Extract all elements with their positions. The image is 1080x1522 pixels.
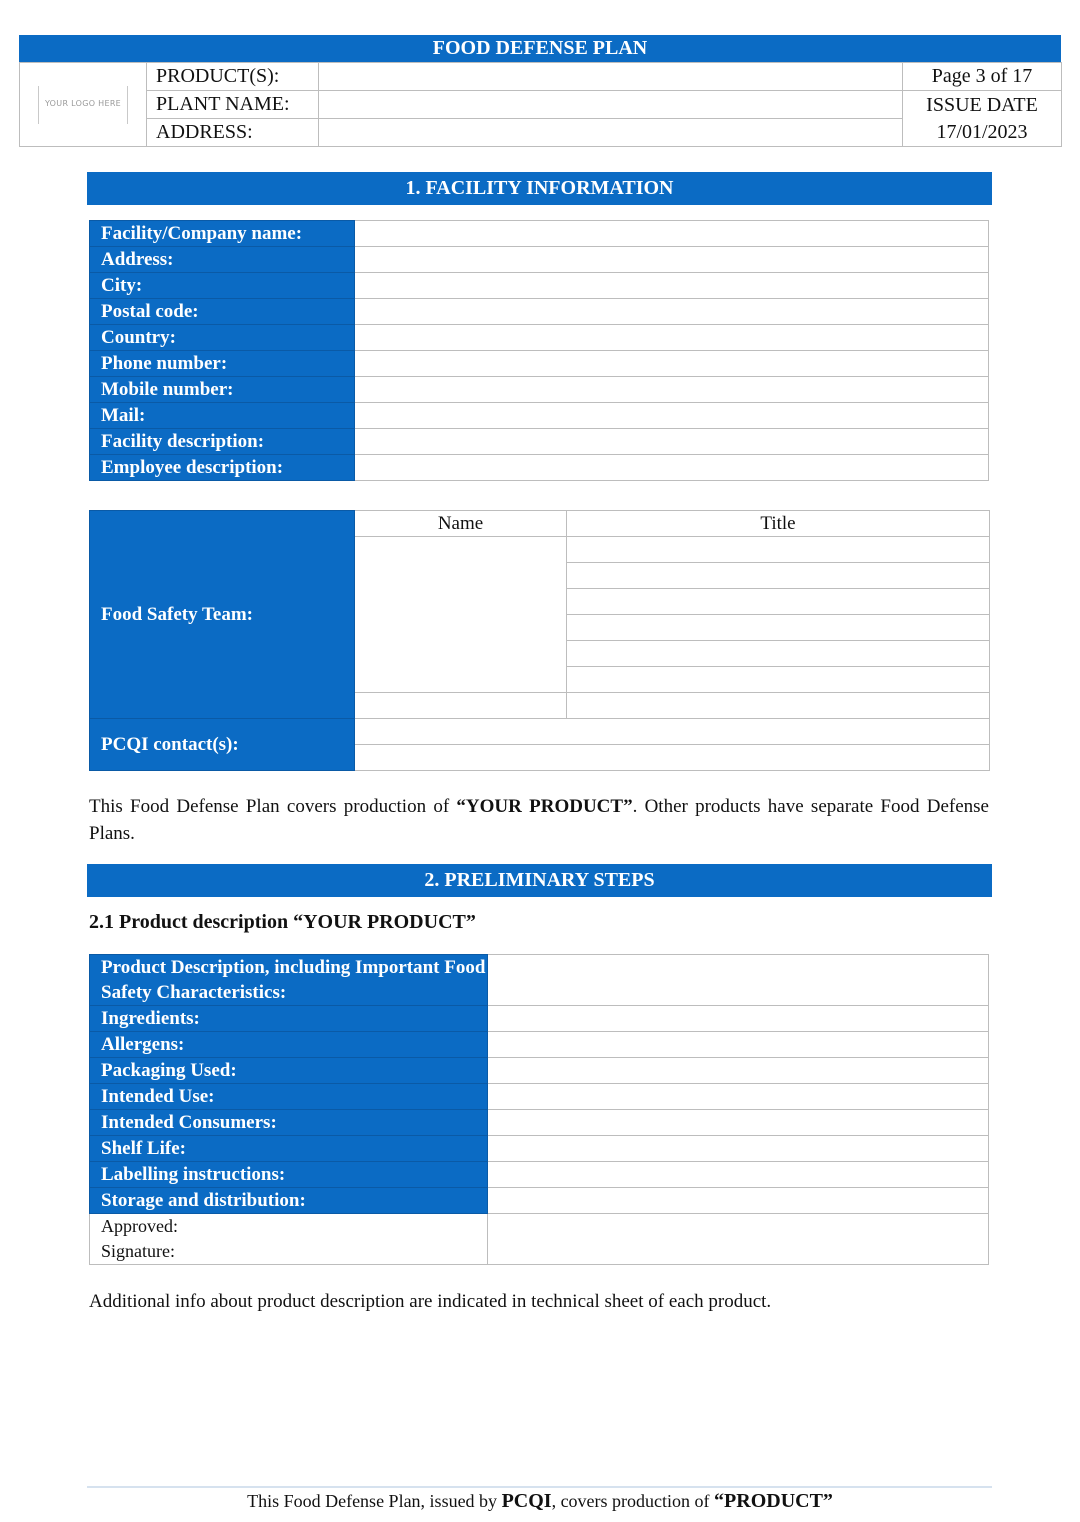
signature-label: Signature: [101, 1241, 175, 1261]
footer-product: “PRODUCT” [714, 1490, 833, 1512]
team-title-cell[interactable] [567, 667, 990, 693]
logo-cell [20, 63, 147, 147]
product-field-value[interactable] [488, 1032, 989, 1058]
facility-field-value[interactable] [355, 429, 989, 455]
facility-field-label: Employee description: [90, 455, 355, 481]
approval-signature-field[interactable] [488, 1214, 989, 1265]
approval-cell [90, 1214, 488, 1265]
footer-divider [87, 1486, 992, 1488]
page-info: Page 3 of 17 [903, 63, 1062, 91]
product-field-value[interactable] [488, 1162, 989, 1188]
footer-text-middle: , covers production of [551, 1491, 715, 1511]
team-title-cell[interactable] [567, 615, 990, 641]
facility-field-label: Address: [90, 247, 355, 273]
facility-field-label: Mail: [90, 403, 355, 429]
facility-field-label: City: [90, 273, 355, 299]
facility-field-value[interactable] [355, 403, 989, 429]
facility-field-value[interactable] [355, 377, 989, 403]
coverage-statement [89, 793, 989, 847]
address-value-cell[interactable] [319, 119, 903, 147]
facility-field-label: Postal code: [90, 299, 355, 325]
issue-date-cell [903, 91, 1062, 147]
plant-name-value-cell[interactable] [319, 91, 903, 119]
approved-label: Approved: [101, 1216, 178, 1236]
pcqi-contact-cell[interactable] [355, 745, 990, 771]
product-field-label: Shelf Life: [90, 1136, 488, 1162]
title-column-header: Title [567, 511, 990, 537]
team-title-cell[interactable] [567, 589, 990, 615]
product-field-label: Intended Consumers: [90, 1110, 488, 1136]
logo-text: YOUR LOGO HERE [44, 98, 122, 108]
coverage-text: This Food Defense Plan covers production of [89, 796, 457, 817]
facility-field-value[interactable] [355, 273, 989, 299]
team-title-cell[interactable] [567, 693, 990, 719]
facility-field-label: Facility description: [90, 429, 355, 455]
facility-field-value[interactable] [355, 455, 989, 481]
document-title: FOOD DEFENSE PLAN [19, 35, 1061, 62]
product-field-value[interactable] [488, 955, 989, 1006]
product-description-note: Additional info about product description are indicated in technical sheet of each product. [89, 1291, 772, 1312]
team-title-cell[interactable] [567, 641, 990, 667]
plant-name-label: PLANT NAME: [147, 91, 319, 119]
product-field-value[interactable] [488, 1110, 989, 1136]
logo-placeholder [38, 86, 128, 124]
product-field-value[interactable] [488, 1136, 989, 1162]
product-description-subheading: 2.1 Product description “YOUR PRODUCT” [89, 911, 476, 933]
product-field-label: Labelling instructions: [90, 1162, 488, 1188]
footer-text: This Food Defense Plan, issued by [247, 1491, 502, 1511]
coverage-product: “YOUR PRODUCT” [456, 796, 633, 817]
team-title-cell[interactable] [567, 563, 990, 589]
product-field-label: Product Description, including Important Food Safety Characteristics: [90, 955, 488, 1006]
facility-field-label: Mobile number: [90, 377, 355, 403]
product-field-label: Allergens: [90, 1032, 488, 1058]
team-name-cell[interactable] [355, 693, 567, 719]
product-field-value[interactable] [488, 1188, 989, 1214]
address-label: ADDRESS: [147, 119, 319, 147]
product-description-table [89, 954, 989, 1265]
product-field-label: Packaging Used: [90, 1058, 488, 1084]
pcqi-contact-label: PCQI contact(s): [90, 719, 355, 771]
facility-field-label: Facility/Company name: [90, 221, 355, 247]
product-label: PRODUCT(S): [147, 63, 319, 91]
coverage-text-end: . Other products have separate Food Defense Plans. [89, 796, 989, 844]
section-preliminary-steps-heading: 2. PRELIMINARY STEPS [87, 864, 992, 897]
product-field-value[interactable] [488, 1058, 989, 1084]
footer-issuer: PCQI [501, 1490, 552, 1512]
product-field-label: Ingredients: [90, 1006, 488, 1032]
name-column-header: Name [355, 511, 567, 537]
facility-field-value[interactable] [355, 247, 989, 273]
product-field-value[interactable] [488, 1006, 989, 1032]
team-title-cell[interactable] [567, 537, 990, 563]
facility-field-value[interactable] [355, 351, 989, 377]
facility-information-table [89, 220, 989, 481]
team-name-cell[interactable] [355, 537, 567, 693]
facility-field-label: Phone number: [90, 351, 355, 377]
document-header-table [19, 62, 1062, 147]
facility-field-value[interactable] [355, 299, 989, 325]
issue-date-label: ISSUE DATE [926, 93, 1038, 116]
section-facility-information-heading: 1. FACILITY INFORMATION [87, 172, 992, 205]
food-safety-team-table [89, 510, 990, 771]
product-field-value[interactable] [488, 1084, 989, 1110]
page-footer [0, 1490, 1080, 1513]
facility-field-value[interactable] [355, 221, 989, 247]
facility-field-label: Country: [90, 325, 355, 351]
product-value-cell[interactable] [319, 63, 903, 91]
product-field-label: Intended Use: [90, 1084, 488, 1110]
product-field-label: Storage and distribution: [90, 1188, 488, 1214]
facility-field-value[interactable] [355, 325, 989, 351]
pcqi-contact-cell[interactable] [355, 719, 990, 745]
issue-date-value: 17/01/2023 [936, 120, 1028, 143]
food-safety-team-label: Food Safety Team: [90, 511, 355, 719]
